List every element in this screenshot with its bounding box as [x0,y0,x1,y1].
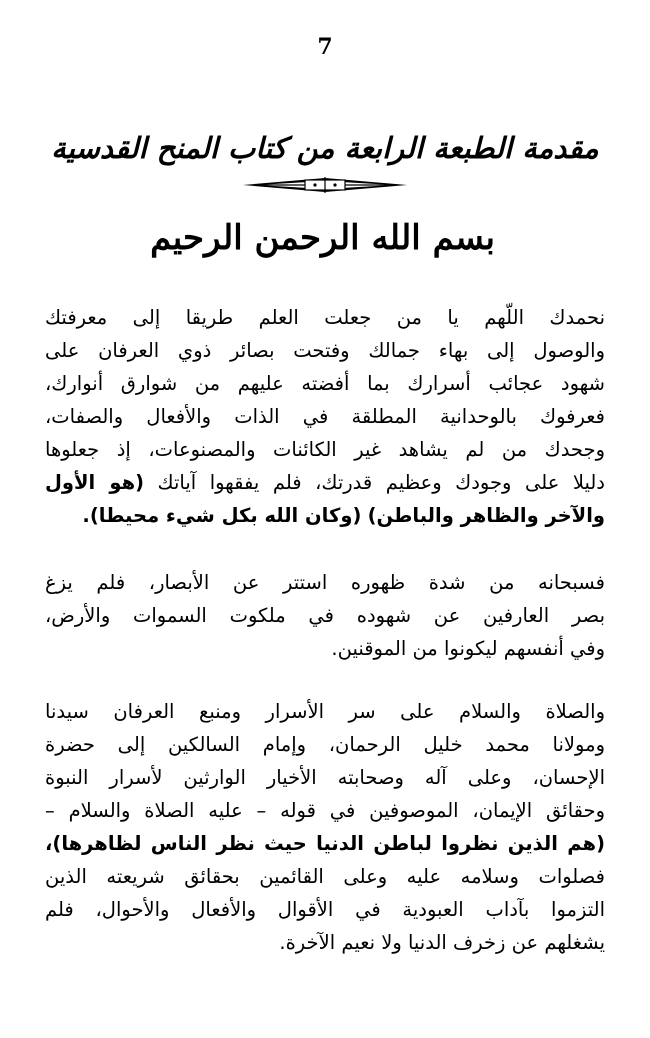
paragraph-line: ومولانا محمد خليل الرحمان، وإمام السالكين إلى حضرة [45,733,605,756]
paragraph-line-bold [45,499,605,532]
page-number: 7 [317,34,333,60]
basmala-calligraphy: بسم الله الرحمن الرحيم [150,218,495,258]
quran-quote: (هو الأول [45,471,145,494]
title-divider-ornament [243,174,407,196]
paragraph-line: فعرفوك بالوحدانية المطلقة في الذات والأفعال والصفات، [45,405,605,428]
paragraph-line: والوصول إلى بهاء جمالك وفتحت بصائر ذوي العرفان على [45,339,605,362]
paragraph-1 [45,301,605,532]
hadith-quote: (هم الذين نظروا لباطن الدنيا حيث نظر الناس لظاهرها)، [45,832,605,855]
paragraph-line: بصر العارفين عن شهوده في ملكوت السموات والأرض، [45,604,605,627]
paragraph-text: دليلا على وجودك وعظيم قدرتك، فلم يفقهوا آياتك [157,471,605,494]
paragraph-line: نحمدك اللّهم يا من جعلت العلم طريقا إلى معرفتك [45,306,605,329]
paragraph-line: والصلاة والسلام على سر الأسرار ومنبع العرفان سيدنا [45,700,605,723]
chapter-title: مقدمة الطبعة الرابعة من كتاب المنح القدسية [51,131,599,165]
paragraph-line: وجحدك من لم يشاهد غير الكائنات والمصنوعات، إذ جعلوها [45,438,605,461]
paragraph-line: شهود عجائب أسرارك بما أفضته عليهم من شوارق أنوارك، [45,372,605,395]
paragraph-line: التزموا بآداب العبودية في الأقوال والأفعال والأحوال، فلم [45,898,605,921]
quran-quote: والآخر والظاهر والباطن) [367,504,605,527]
paragraph-line: فصلوات وسلامه عليه وعلى القائمين بحقائق شريعته الذين [45,865,605,888]
paragraph-line: الإحسان، وعلى آله وصحابته الأخيار الوارثين لأسرار النبوة [45,766,605,789]
paragraph-line: يشغلهم عن زخرف الدنيا ولا نعيم الآخرة. [279,931,605,954]
paragraph-line-mixed [45,466,605,499]
paragraph-line: وحقائق الإيمان، الموصوفين في قوله – عليه الصلاة والسلام – [45,799,605,822]
paragraph-2 [45,566,605,665]
paragraph-3 [45,695,605,959]
paragraph-line-bold [45,827,605,860]
paragraph-line: فسبحانه من شدة ظهوره استتر عن الأبصار، فلم يزغ [45,571,605,594]
quran-quote: (وكان الله بكل شيء محيطا). [82,504,362,527]
paragraph-line: وفي أنفسهم ليكونوا من الموقنين. [331,637,605,660]
